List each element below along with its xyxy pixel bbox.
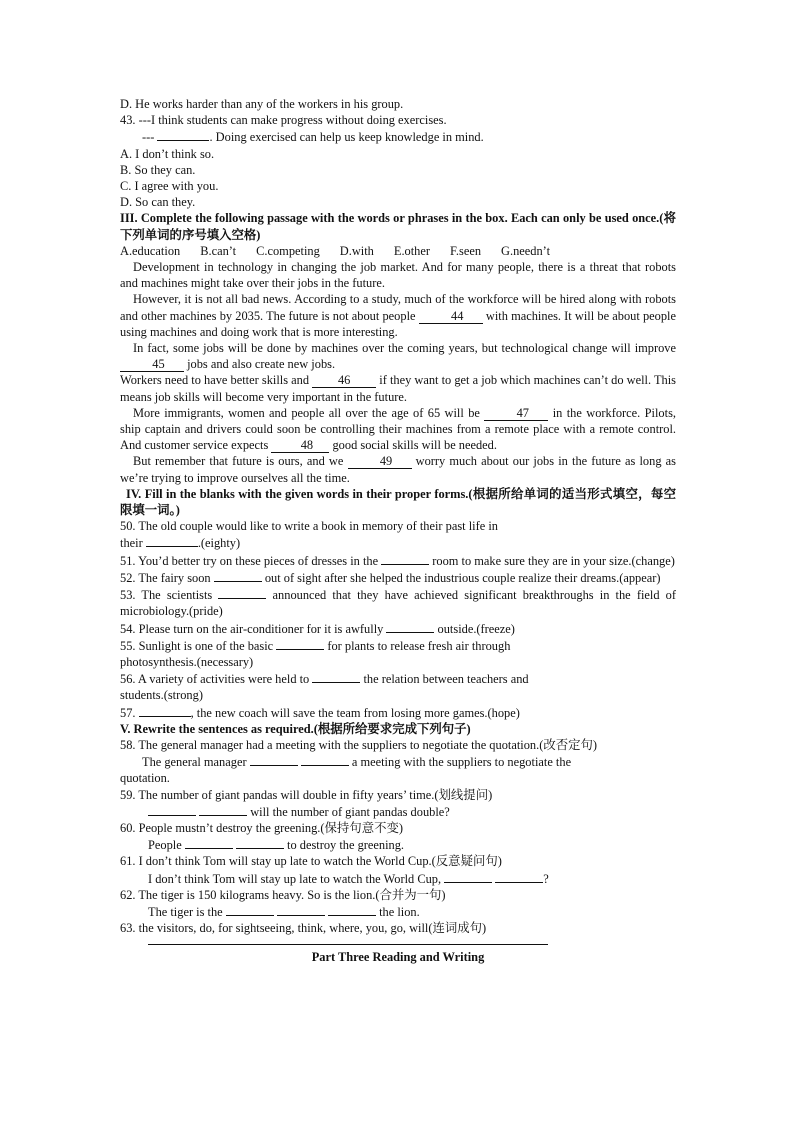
q58-answer-line-1: The general manager a meeting with the suppliers to negotiate the [142,755,572,770]
passage-paragraph-6: But remember that future is ours, and we 49 worry much about our jobs in the future as long as we’re trying to improve ourselves all the time. [120,454,676,485]
q42-option-d: D. He works harder than any of the workers in his group. [120,97,404,111]
q43-option-b: B. So they can. [120,162,196,177]
q62-prompt: 62. The tiger is 150 kilograms heavy. So is the lion.(合并为一句) [120,887,446,902]
q51-blank[interactable] [381,552,429,565]
part-three-heading: Part Three Reading and Writing [311,950,485,965]
passage-paragraph-1: Development in technology in changing the job market. And for many people, there is a threat that robots and machines might take over their jobs in the future. [120,260,676,291]
blank-44[interactable]: 44 [419,309,483,324]
q54-blank[interactable] [386,620,434,633]
q59-answer: will the number of giant pandas double? [120,803,676,820]
q60-blank-1[interactable] [185,836,233,849]
q61-blank-1[interactable] [444,870,492,883]
q61-prompt: 61. I don’t think Tom will stay up late to watch the World Cup.(反意疑问句) [120,854,502,869]
q43-option-c: C. I agree with you. [120,179,219,194]
q52: 52. The fairy soon out of sight after she helped the industrious couple realize their dreams.(appear) [120,570,661,585]
q59-prompt: 59. The number of giant pandas will double in fifty years’ time.(划线提问) [120,787,493,802]
word-box-item: A.education [120,243,181,258]
q55-blank[interactable] [276,637,324,650]
blank-49[interactable]: 49 [348,454,412,469]
q53: 53. The scientists announced that they have achieved significant breakthroughs in the field of microbiology.(pride) [120,588,676,619]
q57-blank[interactable] [139,704,191,717]
word-box-item: B.can’t [200,243,237,258]
q43-option-a: A. I don’t think so. [120,146,215,161]
q57: 57. , the new coach will save the team from losing more games.(hope) [120,705,520,720]
q43-prompt: 43. ---I think students can make progress without doing exercises. [120,113,447,128]
q62-answer: The tiger is the the lion. [148,904,420,919]
q62-blank-1[interactable] [226,903,274,916]
passage-paragraph-2: However, it is not all bad news. According to a study, much of the workforce will be hired along with robots and other machines by 2035. The future is not about people 44 with machines. It will be about people using machines and doing work that is more interesting. [120,292,676,339]
word-box-item: G.needn’t [501,243,551,258]
word-box [120,243,676,259]
section4-heading: IV. Fill in the blanks with the given words in their proper forms.(根据所给单词的适当形式填空，每空限填一词。) [120,486,676,518]
section5-heading: V. Rewrite the sentences as required.(根据所给要求完成下列句子) [120,721,471,736]
passage-paragraph-4: Workers need to have better skills and 46 if they want to get a job which machines can’t do well. This means job skills will become very important in the future. [120,373,676,404]
q55-line-2: photosynthesis.(necessary) [120,654,254,669]
q43-option-d: D. So can they. [120,195,196,210]
blank-48[interactable]: 48 [271,438,329,453]
q62-blank-3[interactable] [328,903,376,916]
q55-line-1: 55. Sunlight is one of the basic for plants to release fresh air through [120,638,511,653]
q53-blank[interactable] [218,586,266,599]
word-box-item: C.competing [256,243,320,258]
q54: 54. Please turn on the air-conditioner for it is awfully outside.(freeze) [120,621,515,636]
passage-paragraph-3: In fact, some jobs will be done by machines over the coming years, but technological change will improve 45 jobs and also create new jobs. [120,340,676,372]
worksheet-page [120,96,676,966]
blank-47[interactable]: 47 [484,406,548,421]
q58-prompt: 58. The general manager had a meeting with the suppliers to negotiate the quotation.(改否定句) [120,737,598,752]
q61-answer: I don’t think Tom will stay up late to watch the World Cup, ? [148,871,549,886]
q50-line-2: their .(eighty) [120,536,241,551]
q52-blank[interactable] [214,569,262,582]
q59-blank-2[interactable] [199,803,247,816]
q58-blank-2[interactable] [301,753,349,766]
q59-blank-1[interactable] [148,803,196,816]
q56-line-1: 56. A variety of activities were held to the relation between teachers and [120,672,529,687]
q60-answer: People to destroy the greening. [148,838,405,853]
q43-blank[interactable] [157,128,209,141]
blank-45[interactable]: 45 [120,357,184,372]
q43-reply: --- . Doing exercised can help us keep knowledge in mind. [142,130,484,145]
q56-line-2: students.(strong) [120,688,203,703]
q60-blank-2[interactable] [236,836,284,849]
q62-blank-2[interactable] [277,903,325,916]
q63-answer-line[interactable] [148,944,548,945]
section3-heading: III. Complete the following passage with the words or phrases in the box. Each can only be used once.(将下列单词的序号填入空格) [120,211,676,242]
q51: 51. You’d better try on these pieces of dresses in the room to make sure they are in your size.(change) [120,553,675,568]
q58-blank-1[interactable] [250,753,298,766]
q60-prompt: 60. People mustn’t destroy the greening.(保持句意不变) [120,820,403,835]
q61-blank-2[interactable] [495,870,543,883]
word-box-item: E.other [393,243,431,258]
blank-46[interactable]: 46 [312,373,376,388]
q50-line-1: 50. The old couple would like to write a book in memory of their past life in [120,519,498,534]
passage-paragraph-5: More immigrants, women and people all over the age of 65 will be 47 in the workforce. Pilots, ship captain and drivers could soon be controlling their machines from a remote place with a remote control. And customer service expects 48 good social skills will be needed. [120,405,676,453]
q63-prompt: 63. the visitors, do, for sightseeing, think, where, you, go, will(连词成句) [120,921,487,936]
word-box-item: D.with [339,243,374,258]
q50-blank[interactable] [146,534,198,547]
word-box-item: F.seen [450,243,482,258]
q58-answer-line-2: quotation. [120,771,170,786]
q56-blank[interactable] [312,670,360,683]
